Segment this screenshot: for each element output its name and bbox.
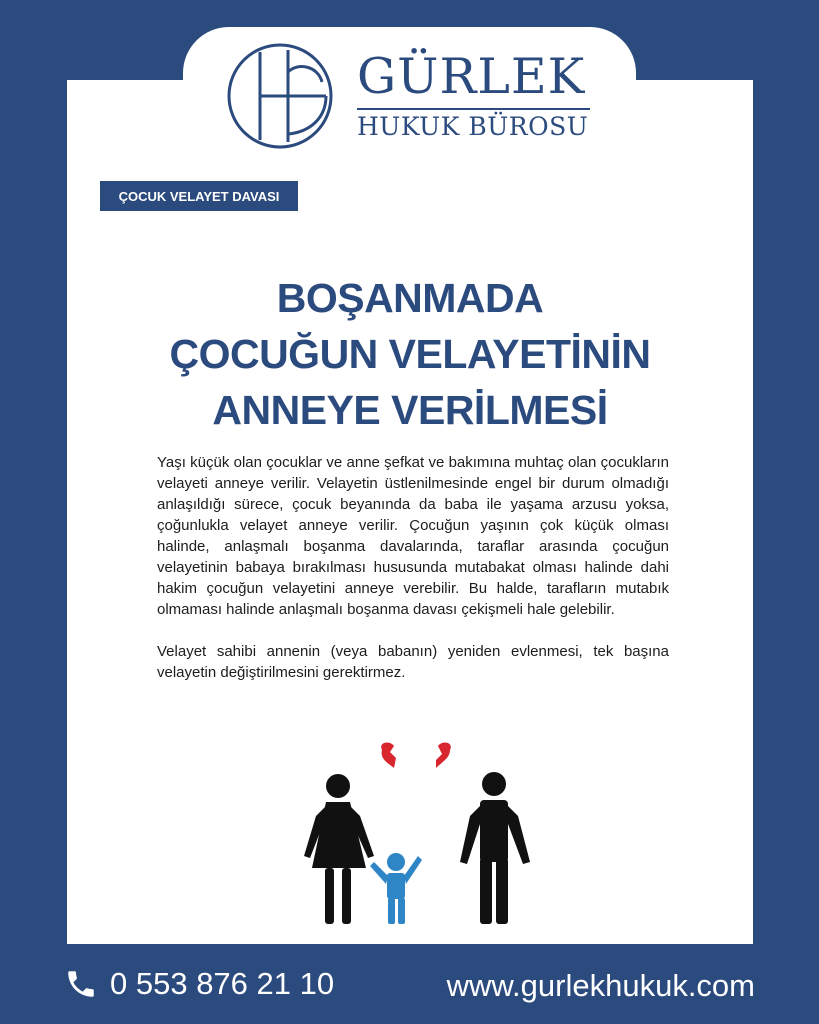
title-line: ÇOCUĞUN VELAYETİNİN bbox=[169, 331, 651, 377]
title-line: ANNEYE VERİLMESİ bbox=[212, 387, 608, 433]
footer-phone[interactable] bbox=[64, 966, 334, 1002]
page-title bbox=[67, 270, 753, 438]
gh-monogram-icon bbox=[226, 42, 334, 150]
broken-heart-icon bbox=[381, 743, 451, 768]
brand-divider bbox=[357, 108, 590, 110]
brand-name: GÜRLEK bbox=[357, 48, 586, 105]
phone-icon bbox=[64, 967, 98, 1001]
phone-number: 0 553 876 21 10 bbox=[110, 966, 335, 1001]
article-body bbox=[157, 452, 669, 704]
family-illustration bbox=[290, 738, 550, 932]
father-icon bbox=[460, 772, 530, 924]
category-badge: ÇOCUK VELAYET DAVASI bbox=[100, 181, 298, 211]
brand-subtitle: HUKUK BÜROSU bbox=[357, 112, 589, 141]
title-line: BOŞANMADA bbox=[276, 275, 544, 321]
paragraph: Yaşı küçük olan çocuklar ve anne şefkat ve bakımına muhtaç olan çocukların velayeti anneye verilir. Velayetin üstlenilmesinde engel bir durum olmadığı anlaşıldığı sürece, çocuk beyanında da baba ile yaşama arzusu yoksa, çoğunlukla velayet anneye verilir. Çocuğun yaşının çok küçük olması halinde, anlaşmalı boşanma davalarında, taraflar arasında çocuğun velayetinin babaya bırakılması hususunda mutabakat olması halinde dahi hakim çocuğun velayetini anneye verebilir. Bu halde, tarafların mutabık olmaması halinde anlaşmalı boşanma davası çekişmeli hale gelebilir. bbox=[157, 454, 669, 618]
website-link[interactable]: www.gurlekhukuk.com bbox=[446, 968, 755, 1003]
child-icon bbox=[370, 853, 422, 924]
paragraph: Velayet sahibi annenin (veya babanın) yeniden evlenmesi, tek başına velayetin değiştirilmesini gerektirmez. bbox=[157, 643, 669, 681]
mother-icon bbox=[304, 774, 374, 924]
